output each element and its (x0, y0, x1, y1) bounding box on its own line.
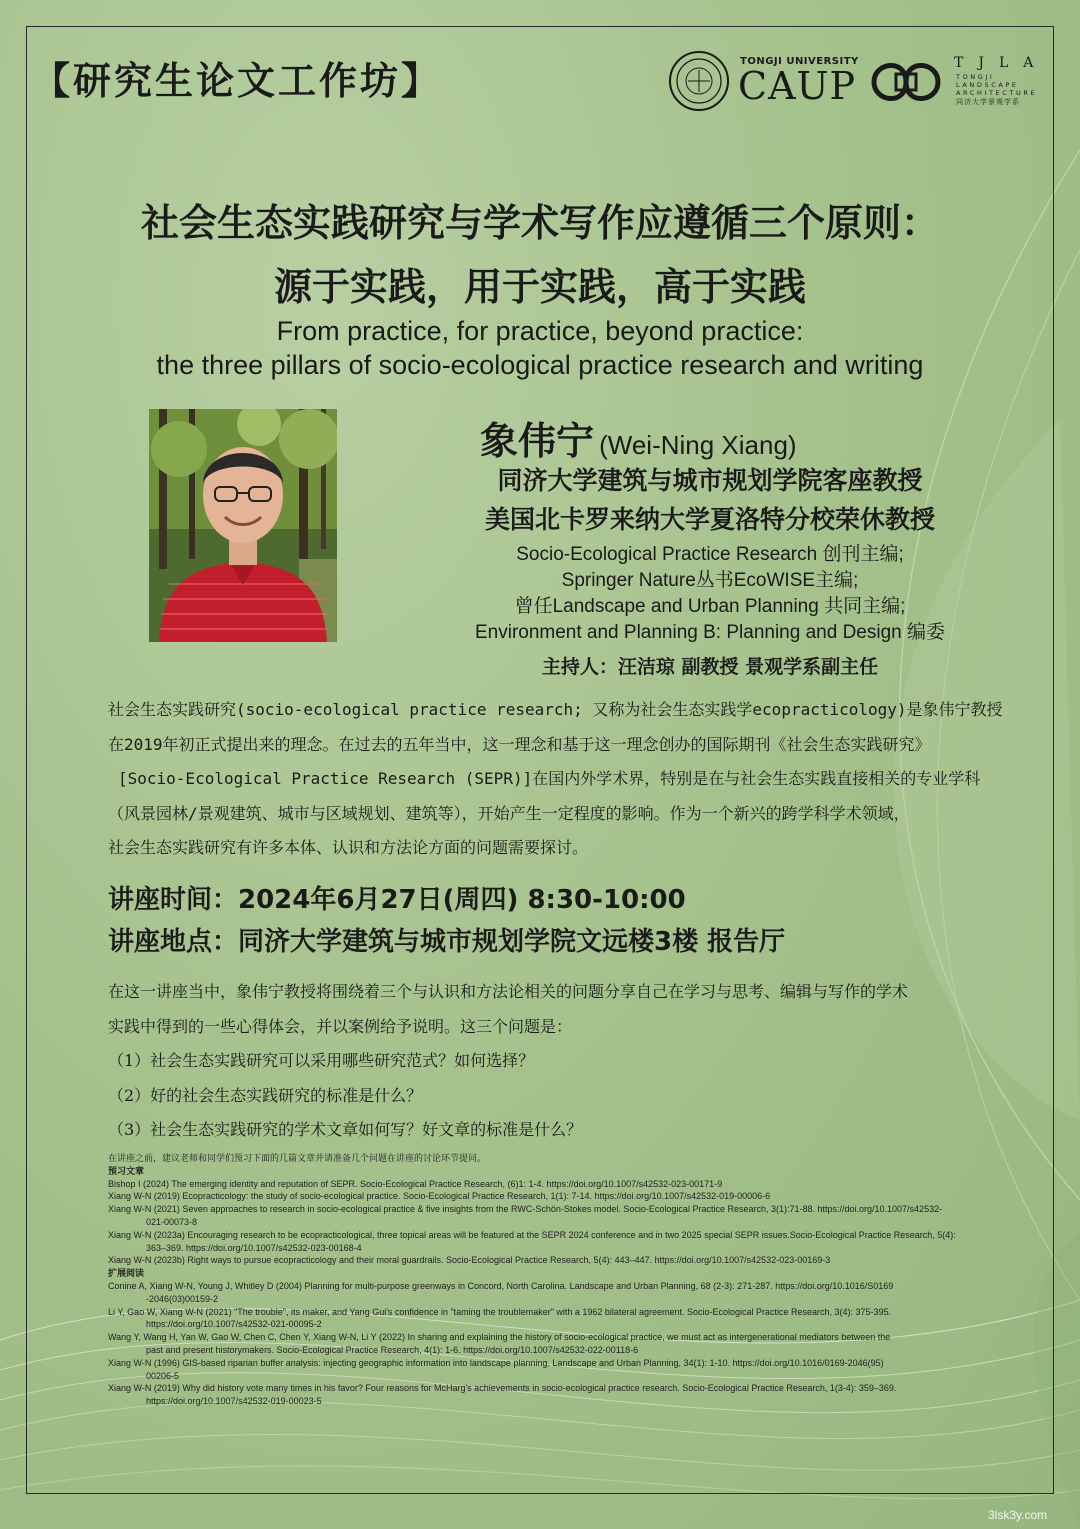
tjla-sub-line: ARCHITECTURE (956, 89, 1038, 97)
host-info: 主持人：汪洁琼 副教授 景观学系副主任 (541, 656, 879, 678)
extended-reading-heading: 扩展阅读 (108, 1268, 145, 1279)
reference-item-cont: past and present historymakers. Socio-Ecological Practice Research, 4(1): 1-6. https://doi.org/10.1007/s42532-022-00118-6 (146, 1344, 639, 1355)
reference-item: Bishop I (2024) The emerging identity and reputation of SEPR. Socio-Ecological Practice Research, (6)1: 1-4. https://doi.org/10.1007/s42532-023-00171-9 (108, 1178, 723, 1189)
role-2: Springer Nature丛书EcoWISE主编; (561, 570, 859, 591)
reference-item-cont: -2046(03)00159-2 (146, 1293, 219, 1304)
question-1: （1）社会生态实践研究可以采用哪些研究范式？如何选择？ (108, 1051, 535, 1070)
reading-note: 在讲座之前，建议老师和同学们预习下面的几篇文章并请准备几个问题在讲座的讨论环节提问。 (108, 1153, 487, 1163)
intro-line: 社会生态实践研究(socio-ecological practice research; 又称为社会生态实践学ecopracticology)是象伟宁教授 (108, 700, 1003, 719)
watermark: 3lsk3y.com (988, 1508, 1048, 1522)
speaker-name (480, 410, 797, 465)
lecture-line: 在这一讲座当中，象伟宁教授将围绕着三个与认识和方法论相关的问题分享自己在学习与思考、编辑与写作的学术 (108, 982, 909, 1001)
reference-item-cont: 021-00073-8 (146, 1216, 198, 1227)
intro-line: 社会生态实践研究有许多本体、认识和方法论方面的问题需要探讨。 (108, 838, 589, 857)
title-cn-line2: 源于实践，用于实践，高于实践 (273, 265, 806, 309)
speaker-name-en: (Wei-Ning Xiang) (599, 430, 797, 460)
role-3: 曾任Landscape and Urban Planning 共同主编; (514, 596, 906, 617)
tjla-subtitle (956, 73, 1037, 97)
workshop-banner: 【研究生论文工作坊】 (32, 58, 443, 103)
question-3: （3）社会生态实践研究的学术文章如何写？好文章的标准是什么？ (108, 1120, 583, 1139)
reference-item-cont: 363–369. https://doi.org/10.1007/s42532-023-00168-4 (146, 1242, 362, 1253)
tjla-sub-line: LANDSCAPE (956, 81, 1019, 89)
reference-item: Xiang W-N (1996) GIS-based riparian buffer analysis: injecting geographic information into landscape planning. Landscape and Urban Planning, 34(1): 1-10. https://doi.org/10.1016/0169-2046(95) (108, 1357, 884, 1368)
caup-logo-text: CAUP (738, 64, 857, 108)
reference-list (108, 1152, 988, 1408)
speaker-name-cn: 象伟宁 (480, 419, 595, 463)
reference-item: Wang Y, Wang H, Yan W, Gao W, Chen C, Chen Y, Xiang W-N, Li Y (2022) In sharing and explaining the history of socio-ecological practice, we must act as intergenerational mediators between the (108, 1332, 891, 1343)
reference-item: Li Y, Gao W, Xiang W-N (2021) "The trouble", its maker, and Yang Gui's confidence in "taming the troublemaker" with a 1962 bilateral agreement. Socio-Ecological Practice Research, 3(4): 375-395. (108, 1306, 892, 1317)
intro-line: [Socio-Ecological Practice Research (SEPR)]在国内外学术界，特别是在与社会生态实践直接相关的专业学科 (118, 769, 981, 788)
reference-item: Xiang W-N (2019) Why did history vote many times in his favor? Four reasons for McHarg's achievements in socio-ecological practice research. Socio-Ecological Practice Research, 1(3-4): 359–369. (108, 1383, 897, 1394)
tjla-logo-icon (866, 54, 946, 110)
pre-reading-heading: 预习文章 (108, 1165, 145, 1176)
lecture-place: 讲座地点：同济大学建筑与城市规划学院文远楼3楼 报告厅 (108, 927, 786, 957)
reference-item: Xiang W-N (2021) Seven approaches to research in socio-ecological practice & five insights from the RWC-Schön-Stokes model. Socio-Ecological Practice Research, 3(1):71-88. https://doi.org/10.1007/s42532- (108, 1204, 943, 1215)
tjla-chinese-name: 同济大学景观学系 (956, 98, 1020, 106)
role-1: Socio-Ecological Practice Research 创刊主编; (516, 544, 904, 565)
lecture-description (108, 975, 908, 1148)
reference-item: Xiang W-N (2023a) Encouraging research to be ecopracticological, three topical areas will be featured at the SEPR 2024 conference and in two 2025 special SEPR issues.Socio-Ecological Practice Research, 5(4): (108, 1229, 956, 1240)
tongji-seal-icon (668, 50, 730, 112)
reference-item-cont: https://doi.org/10.1007/s42532-021-00095-2 (146, 1319, 322, 1330)
role-4: Environment and Planning B: Planning and Design 编委 (474, 622, 945, 643)
title-cn-line1: 社会生态实践研究与学术写作应遵循三个原则： (140, 201, 939, 245)
reference-item-cont: 00206-5 (146, 1370, 180, 1381)
reference-item: Xiang W-N (2023b) Right ways to pursue ecopracticology and their moral guardrails. Socio-Ecological Practice Research, 5(4): 443–447. https://doi.org/10.1007/s42532-023-00169-3 (108, 1255, 831, 1266)
affiliation-1: 同济大学建筑与城市规划学院客座教授 (497, 466, 923, 495)
caup-university-label: TONGJI UNIVERSITY (740, 56, 859, 67)
title-en-line2: the three pillars of socio-ecological practice research and writing (156, 350, 924, 380)
reference-item: Conine A, Xiang W-N, Young J, Whitley D (2004) Planning for multi-purpose greenways in Concord, North Carolina. Landscape and Urban Planning, 68 (2-3): 271-287. https://doi.org/10.1016/S0169 (108, 1280, 894, 1291)
speaker-photo (149, 409, 337, 642)
tjla-sub-line: TONGJI (956, 73, 995, 81)
tjla-letters: TJLA (954, 55, 1049, 71)
intro-paragraph (108, 693, 1003, 866)
title-en-line1: From practice, for practice, beyond practice: (276, 316, 804, 346)
intro-line: （风景园林/景观建筑、城市与区域规划、建筑等），开始产生一定程度的影响。作为一个新兴的跨学科学术领域， (108, 803, 910, 823)
question-2: （2）好的社会生态实践研究的标准是什么？ (108, 1085, 423, 1105)
intro-line: 在2019年初正式提出来的理念。在过去的五年当中，这一理念和基于这一理念创办的国际期刊《社会生态实践研究》 (108, 734, 931, 754)
reference-item-cont: https://doi.org/10.1007/s42532-019-00023-5 (146, 1396, 322, 1407)
reference-item: Xiang W-N (2019) Ecopracticology: the study of socio-ecological practice. Socio-Ecological Practice Research, 1(1): 7-14. https://doi.org/10.1007/s42532-019-00006-6 (108, 1191, 771, 1202)
lecture-line: 实践中得到的一些心得体会，并以案例给予说明。这三个问题是： (108, 1016, 573, 1036)
lecture-time: 讲座时间：2024年6月27日(周四) 8:30-10:00 (108, 885, 686, 915)
affiliation-2: 美国北卡罗来纳大学夏洛特分校荣休教授 (484, 505, 935, 534)
